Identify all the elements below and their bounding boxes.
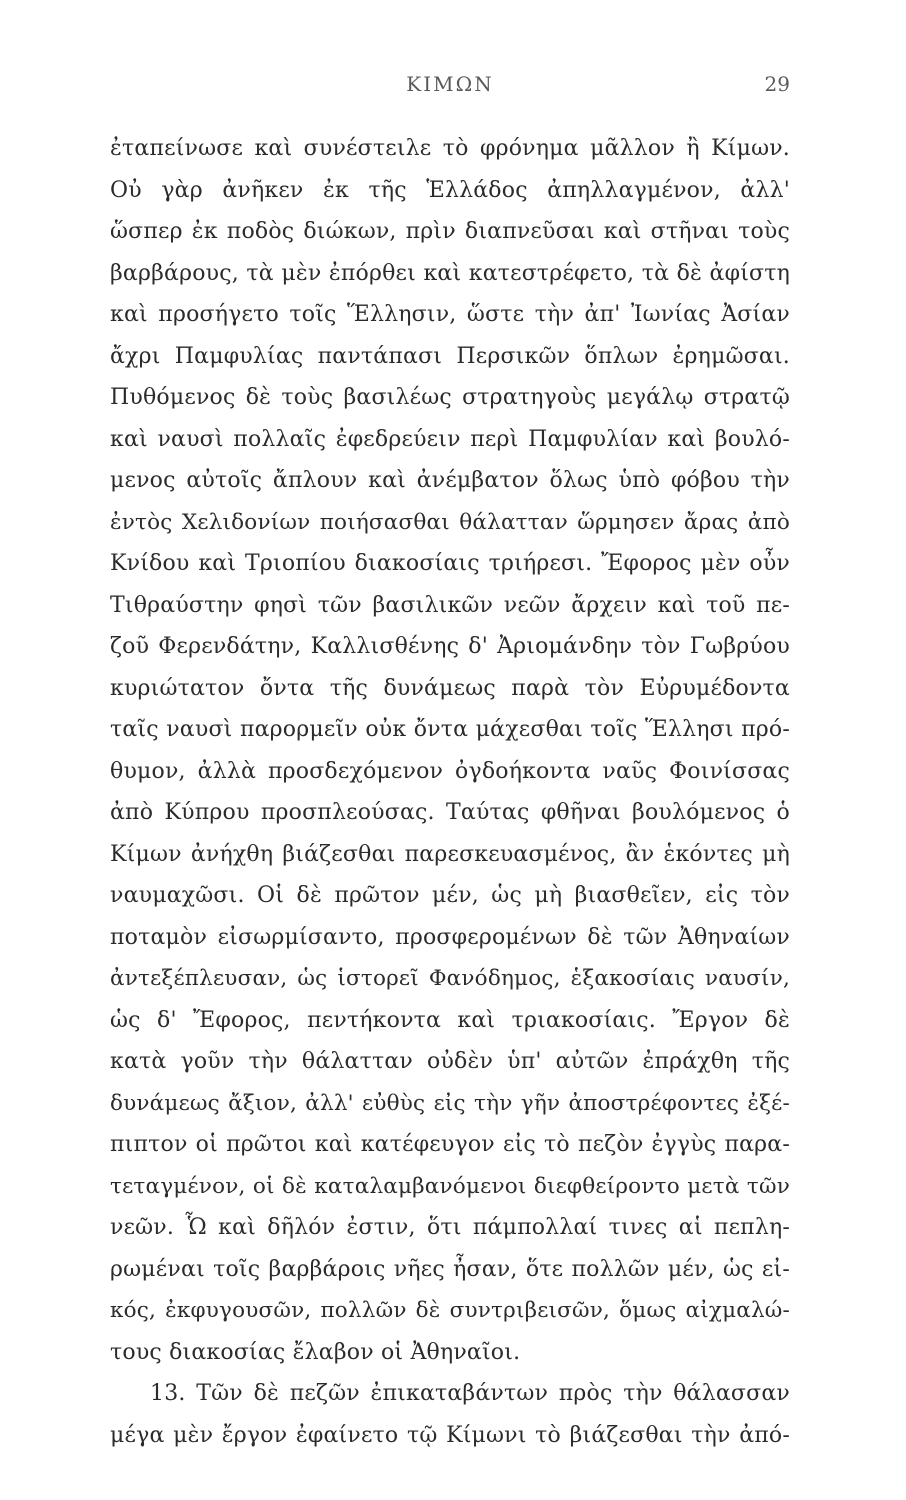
body-text	[110, 128, 790, 1456]
text-line: ταῖς ναυσὶ παρορμεῖν οὐκ ὄντα μάχεσθαι τοῖς Ἕλλησι πρό-	[110, 717, 790, 742]
running-title: ΚΙΜΩΝ	[406, 72, 494, 96]
text-line: ἐταπείνωσε καὶ συνέστειλε τὸ φρόνημα μᾶλλον ἢ Κίμων.	[110, 136, 790, 161]
text-line: Τιθραύστην φησὶ τῶν βασιλικῶν νεῶν ἄρχειν καὶ τοῦ πε-	[110, 592, 790, 618]
text-line: τεταγμένον, οἱ δὲ καταλαμβανόμενοι διεφθείροντο μετὰ τῶν	[110, 1173, 790, 1199]
text-line: ἐντὸς Χελιδονίων ποιήσασθαι θάλατταν ὥρμησεν ἄρας ἀπὸ	[110, 509, 790, 535]
text-line: κατὰ γοῦν τὴν θάλατταν οὐδὲν ὑπ' αὐτῶν ἐπράχθη τῆς	[110, 1049, 790, 1074]
text-line: Πυθόμενος δὲ τοὺς βασιλέως στρατηγοὺς μεγάλῳ στρατῷ	[110, 385, 790, 410]
section-13-first-line: 13. Τῶν δὲ πεζῶν ἐπικαταβάντων πρὸς τὴν θάλασσαν	[150, 1381, 790, 1406]
running-head	[110, 72, 790, 102]
text-line: ὡς δ' Ἔφορος, πεντήκοντα καὶ τριακοσίαις. Ἔργον δὲ	[110, 1007, 790, 1033]
text-line: μενος αὐτοῖς ἄπλουν καὶ ἀνέμβατον ὅλως ὑπὸ φόβου τὴν	[110, 468, 790, 493]
text-line: ποταμὸν εἰσωρμίσαντο, προσφερομένων δὲ τῶν Ἀθηναίων	[110, 924, 790, 950]
text-line: ναυμαχῶσι. Οἱ δὲ πρῶτον μέν, ὡς μὴ βιασθεῖεν, εἰς τὸν	[110, 883, 790, 908]
text-line: κός, ἐκφυγουσῶν, πολλῶν δὲ συντριβεισῶν, ὅμως αἰχμαλώ-	[110, 1298, 790, 1323]
text-line: Κίμων ἀνήχθη βιάζεσθαι παρεσκευασμένος, ἂν ἑκόντες μὴ	[110, 841, 790, 867]
text-line: δυνάμεως ἄξιον, ἀλλ' εὐθὺς εἰς τὴν γῆν ἀποστρέφοντες ἐξέ-	[110, 1090, 790, 1116]
text-line: ὥσπερ ἐκ ποδὸς διώκων, πρὶν διαπνεῦσαι καὶ στῆναι τοὺς	[110, 219, 790, 244]
text-line: Κνίδου καὶ Τριοπίου διακοσίαις τριήρεσι. Ἔφορος μὲν οὖν	[110, 551, 790, 576]
text-line: καὶ ναυσὶ πολλαῖς ἐφεδρεύειν περὶ Παμφυλίαν καὶ βουλό-	[110, 426, 790, 452]
text-line: ἄχρι Παμφυλίας παντάπασι Περσικῶν ὅπλων ἐρημῶσαι.	[110, 343, 790, 369]
text-line: Οὐ γὰρ ἀνῆκεν ἐκ τῆς Ἑλλάδος ἀπηλλαγμένον, ἀλλ'	[110, 177, 790, 203]
text-line: ἀντεξέπλευσαν, ὡς ἱστορεῖ Φανόδημος, ἑξακοσίαις ναυσίν,	[110, 966, 790, 991]
text-line: μέγα μὲν ἔργον ἐφαίνετο τῷ Κίμωνι τὸ βιάζεσθαι τὴν ἀπό-	[110, 1422, 790, 1448]
text-line: πιπτον οἱ πρῶτοι καὶ κατέφευγον εἰς τὸ πεζὸν ἐγγὺς παρα-	[110, 1132, 790, 1157]
paragraph-end-line: τους διακοσίας ἔλαβον οἱ Ἀθηναῖοι.	[110, 1339, 521, 1365]
text-line: βαρβάρους, τὰ μὲν ἐπόρθει καὶ κατεστρέφετο, τὰ δὲ ἀφίστη	[110, 260, 790, 286]
page-number: 29	[764, 72, 790, 96]
text-line: ζοῦ Φερενδάτην, Καλλισθένης δ' Ἀριομάνδην τὸν Γωβρύου	[110, 634, 790, 659]
text-line: νεῶν. Ὧ καὶ δῆλόν ἐστιν, ὅτι πάμπολλαί τινες αἱ πεπλη-	[110, 1215, 790, 1240]
text-line: ἀπὸ Κύπρου προσπλεούσας. Ταύτας φθῆναι βουλόμενος ὁ	[110, 800, 790, 825]
text-line: κυριώτατον ὄντα τῆς δυνάμεως παρὰ τὸν Εὐρυμέδοντα	[110, 675, 790, 701]
text-line: καὶ προσήγετο τοῖς Ἕλλησιν, ὥστε τὴν ἀπ' Ἰωνίας Ἀσίαν	[110, 302, 790, 327]
text-line: θυμον, ἀλλὰ προσδεχόμενον ὀγδοήκοντα ναῦς Φοινίσσας	[110, 758, 790, 784]
text-line: ρωμέναι τοῖς βαρβάροις νῆες ἦσαν, ὅτε πολλῶν μέν, ὡς εἰ-	[110, 1256, 790, 1282]
